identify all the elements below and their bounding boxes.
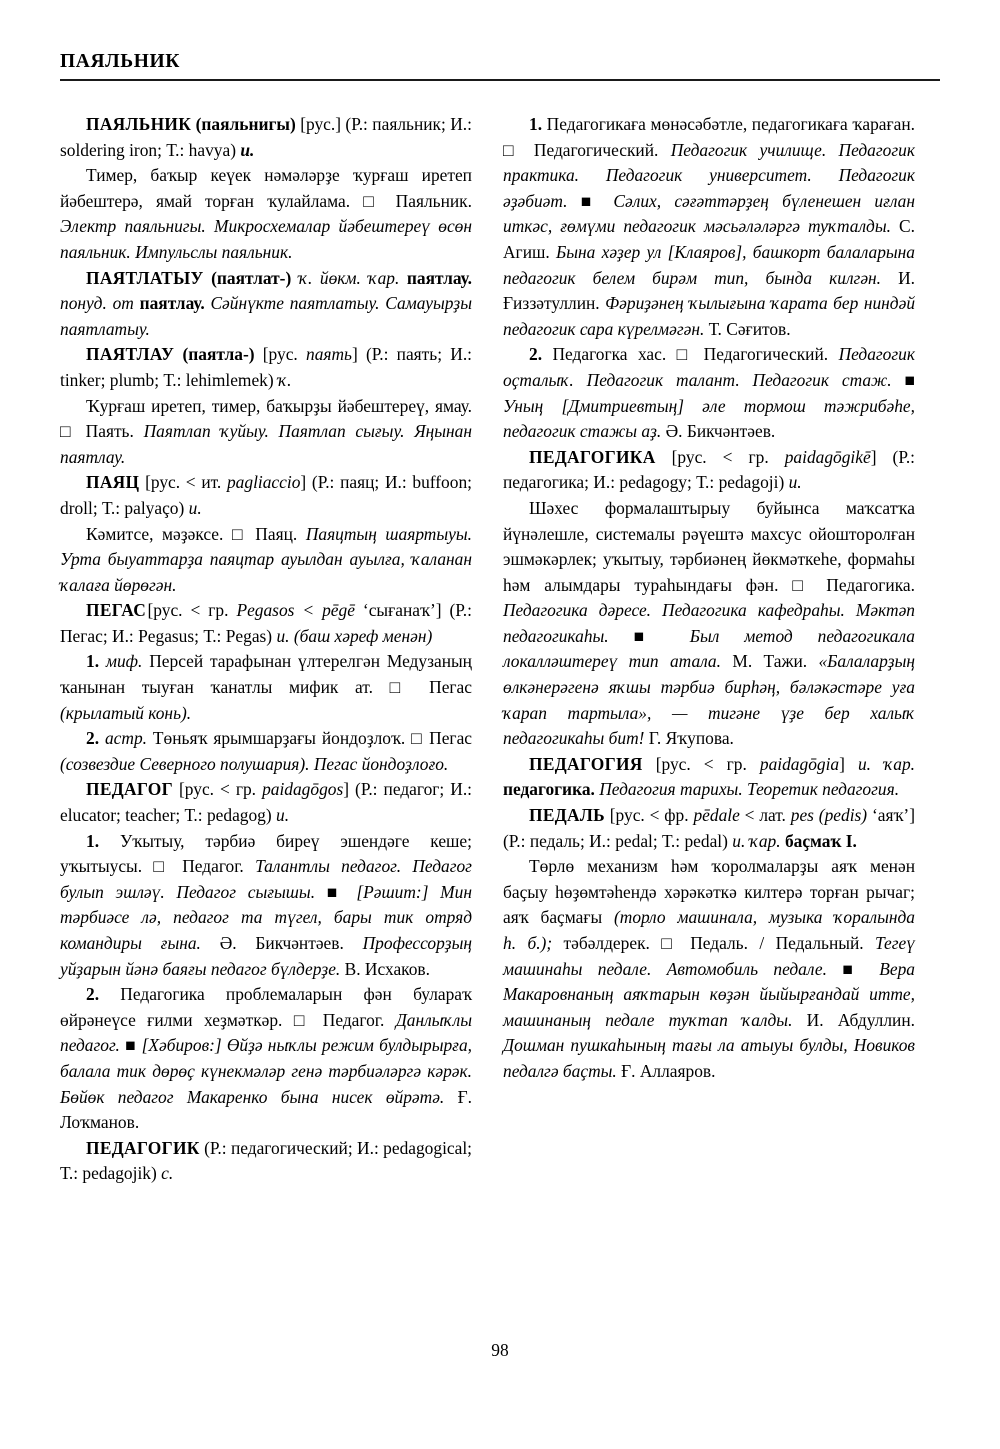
hollow-square-marker: □ xyxy=(676,344,694,365)
headword-pedagog: ПЕДАГОГ xyxy=(86,779,173,800)
citation: Был метод педагогикала локалләштереү тип атала. xyxy=(503,625,915,672)
example-italic: Педагогик училище. Педагогик практика. Педагогик университет. Педагогик әҙәбиәт. xyxy=(503,139,915,211)
pos-tag: и. xyxy=(788,472,802,493)
example-italic: Паятлап ҡуйыу. Паятлап сығыу. Яңынан паятлау. xyxy=(60,421,472,467)
entry-pedagogiya: ПЕДАГОГИЯ [рус. < гр. paidagōgia] и. ҡар. педагогика. Педагогия тарихы. Теоретик педагогия. xyxy=(503,753,915,800)
etymon: pēdale xyxy=(693,805,740,826)
russian-gloss: (торло машинала, музыка ҡоралында һ. б.); xyxy=(503,907,915,953)
citation: [Рәшит:] Мин тәрбиәсе лә, педагог та түгел, бары тик отряд командиры ғына. xyxy=(60,881,472,953)
sense-number: 1. xyxy=(529,114,543,134)
etymon: паять xyxy=(306,344,352,365)
etymon: pes (pedis) xyxy=(790,805,868,826)
entry-payats-body: Кәмитсе, мәҙәксе. □ Паяц. Паяцтың шаяртыуы. Урта быуаттарҙа паяцтар ауылдан ауылға, ҡаланан ҡалаға йөрөгән. xyxy=(60,523,472,595)
headword-payatlatyu: ПАЯТЛАТЫУ xyxy=(86,267,204,288)
etymon: Pegasos < pēgē xyxy=(236,600,355,621)
sense-label: миф. xyxy=(105,651,143,672)
pos-tag: с. xyxy=(161,1163,174,1184)
example-italic: Данлыҡлы педагог. xyxy=(60,1009,472,1056)
entry-pedagog-sense-1: 1. Уҡытыу, тәрбиә биреү эшендәге кеше; уҡытыусы. □ Педагог. Талантлы педагог. Педагог булып эшләү. Педагог сығышы. ■ [Рәшит:] Мин тәрбиәсе лә, педагог та түгел, бары тик отряд командиры ғына. Ә. Бикчәнтәев. Профессорҙың уйҙарын йәнә баяғы педагог бүлдерҙе. В. Исхаков. xyxy=(60,830,472,979)
entry-pegas-head: ПЕГАС [рус. < гр. Pegasos < pēgē ‘сығанаҡ’] (Р.: Пегас; И.: Pegasus; Т.: Pegas) и. (баш хәреф менән) xyxy=(60,600,472,646)
entry-payatlau-body: Ҡурғаш иретеп, тимер, баҡырҙы йәбештереү, ямау. □ Паять. Паятлап ҡуйыу. Паятлап сығыу. Яңынан паятлау. xyxy=(60,395,472,467)
left-column xyxy=(60,112,472,1187)
hollow-square-marker: □ xyxy=(293,1009,312,1030)
example-italic: Педагогик оҫталыҡ. Педагогик талант. Педагогик стаж. xyxy=(503,344,915,390)
entry-pedagog-head: ПЕДАГОГ [рус. < гр. paidagōgos] (Р.: педагог; И.: elucator; teacher; Т.: pedagog) и. xyxy=(60,779,472,826)
headword-pedal: ПЕДАЛЬ xyxy=(529,805,605,826)
example-italic: Сәйнүкте паятлатыу. Самауырҙы паятлатыу. xyxy=(60,293,472,339)
pos-tag: ҡ. йөкм. ҡар. xyxy=(298,267,400,288)
citation: Дошман пушкаһының тағы ла атыуы булды, Новиков педалгә баҫты. xyxy=(503,1035,915,1081)
hollow-square-marker: □ xyxy=(153,856,171,877)
page-columns xyxy=(60,112,940,1187)
etymon: paidagōgikē xyxy=(784,446,871,467)
entry-pedal-body: Төрлө механизм һәм ҡоролмаларҙы аяҡ менән баҫыу һөҙөмтәһендә хәрәкәткә килтерә торған рычаг; аяҡ баҫмағы (торло машинала, музыка ҡоралында һ. б.); тәбәлдерек. □ Педаль. / Педальный. Тегеү машинаһы педале. Автомобиль педале. ■ Вера Макаровнаның аяҡтарын көҙән йыйырғандай итте, машинаның педале туҡтап ҡалды. И. Абдуллин. Дошман пушкаһының тағы ла атыуы булды, Новиков педалгә баҫты. Ғ. Аллаяров. xyxy=(503,856,915,1081)
headword-payalnik: ПАЯЛЬНИК xyxy=(86,114,192,134)
example-italic: Паяцтың шаяртыуы. Урта быуаттарҙа паяцтар ауылдан ауылға, ҡаланан ҡалаға йөрөгән. xyxy=(60,523,472,595)
running-head: ПАЯЛЬНИК xyxy=(60,51,181,72)
hollow-square-marker: □ xyxy=(231,523,247,544)
filled-square-marker: ■ xyxy=(842,958,864,979)
cross-reference: паятлау. xyxy=(406,267,472,288)
entry-pedagogika-body: Шәхес формалаштырыу буйынса маҡсатҡа йүнәлешле, системалы рәүештә махсус ойошторолған эшмәкәрлек; уҡытыу, тәрбиәнең йөкмәткеһе, формаһы һәм алымдары тураһындағы фән. □ Педагогика. Педагогика дәресе. Педагогика кафедраһы. Мәктәп педагогикаһы. ■ Был метод педагогикала локалләштереү тип атала. М. Тажи. «Балаларҙың өлкәнерәгенә яҡшы тәрбиә бирһәң, бәләкәстәре уға ҡарап тартыла», — тигәне үҙе бер халыҡ педагогикаһы бит! Г. Яҡупова. xyxy=(503,497,915,749)
example-italic: Тегеү машинаһы педале. Автомобиль педале. xyxy=(503,933,915,979)
etymon: paidagōgia xyxy=(759,753,840,774)
hollow-square-marker: □ xyxy=(60,421,76,442)
russian-gloss: (крылатый конь). xyxy=(60,702,192,723)
headword-pedagogika: ПЕДАГОГИКА xyxy=(529,446,656,467)
example-italic: Талантлы педагог. Педагог булып эшләү. Педагог сығышы. xyxy=(60,856,472,902)
hollow-square-marker: □ xyxy=(792,574,813,595)
hollow-square-marker: □ xyxy=(363,190,383,211)
citation: Уның [Дмитриевтың] әле тормош тәжрибәһе, педагогик стажы аҙ. xyxy=(503,395,915,442)
russian-gloss: (созвездие Северного полушария). Пегас йондоҙлоғо. xyxy=(60,753,449,774)
hollow-square-marker: □ xyxy=(503,139,522,160)
headword-payats: ПАЯЦ xyxy=(86,472,140,493)
entry-payalnik-head: ПАЯЛЬНИК (паяльнигы) [рус.] (Р.: паяльник; И.: soldering iron; Т.: havya) и. xyxy=(60,114,472,160)
entry-pedagogik-sense-2: 2. Педагогка хас. □ Педагогический. Педагогик оҫталыҡ. Педагогик талант. Педагогик стаж. ■ Уның [Дмитриевтың] әле тормош тәжрибәһе, педагогик стажы аҙ. Ә. Бикчәнтәев. xyxy=(503,344,915,442)
filled-square-marker: ■ xyxy=(326,881,345,902)
inflection: (паятла-) xyxy=(182,344,255,365)
pos-tag: и. ҡар. xyxy=(857,753,915,774)
page-number: 98 xyxy=(491,1340,509,1360)
entry-payats-head: ПАЯЦ [рус. < ит. pagliaccio] (Р.: паяц; И.: buffoon; droll; Т.: palyaço) и. xyxy=(60,472,472,518)
cross-reference: баҫмаҡ I. xyxy=(784,830,857,851)
filled-square-marker: ■ xyxy=(580,190,601,211)
citation: Бына хәҙер ул [Клаяров], башкорт балаларына педагогик белем бирәм тип, бында килгән. xyxy=(503,241,915,288)
entry-pedagogika-head: ПЕДАГОГИКА [рус. < гр. paidagōgikē] (Р.: педагогика; И.: pedagogy; Т.: pedagoji) и. xyxy=(503,446,915,493)
sense-number: 1. xyxy=(86,651,100,672)
example-italic: Электр паяльнигы. Микросхемалар йәбештереү өсөн паяльник. Импульслы паяльник. xyxy=(60,216,472,262)
entry-pedal-head: ПЕДАЛЬ [рус. < фр. pēdale < лат. pes (pedis) ‘аяҡ’] (Р.: педаль; И.: pedal; Т.: pedal) и. ҡар. баҫмаҡ I. xyxy=(503,805,916,851)
sense-label: астр. xyxy=(104,728,147,749)
inflection: (паятлат-) xyxy=(211,267,292,288)
pos-tag: и. ҡар. xyxy=(732,830,781,851)
headword-payatlau: ПАЯТЛАУ xyxy=(86,344,175,365)
headword-pegas: ПЕГАС xyxy=(86,600,147,621)
entry-pegas-sense-1: 1. миф. Персей тарафынан үлтерелгән Медузаның ҡанынан тыуған ҡанатлы мифик ат. □ Пегас (крылатый конь). xyxy=(60,651,472,723)
entry-payatlatyu xyxy=(60,266,472,343)
inflection: (паяльнигы) xyxy=(195,114,296,134)
hollow-square-marker: □ xyxy=(389,677,413,698)
citation: «Балаларҙың өлкәнерәгенә яҡшы тәрбиә бирһәң, бәләкәстәре уға ҡарап тартыла», — тигәне үҙе бер халыҡ педагогикаһы бит! xyxy=(503,651,915,749)
entry-payalnik-body: Тимер, баҡыр кеүек нәмәләрҙе ҡурғаш иретеп йәбештерә, ямай торған ҡулайлама. □ Паяльник. Электр паяльнигы. Микросхемалар йәбештереү өсөн паяльник. Импульслы паяльник. xyxy=(60,165,472,262)
filled-square-marker: ■ xyxy=(125,1035,137,1056)
citation: Профессорҙың уйҙарын йәнә баяғы педагог бүлдерҙе. xyxy=(60,933,472,979)
sense-number: 1. xyxy=(86,830,100,851)
pos-tag: и. xyxy=(276,805,290,826)
filled-square-marker: ■ xyxy=(633,625,665,646)
entry-pedagog-sense-2: 2. Педагогика проблемаларын фән булараҡ өйрәнеүсе ғилми хеҙмәткәр. □ Педагог. Данлыҡлы педагог. ■ [Хәбиров:] Өйҙә ныҡлы режим булдырырға, балала тик дөрөҫ күнекмәләр генә тәрбиәләргә кәрәк. Бөйөк педагог Макаренко бына нисек өйрәтә. Ғ. Лоҡманов. xyxy=(60,984,472,1133)
hollow-square-marker: □ xyxy=(411,728,424,749)
citation: Вера Макаровнаның аяҡтарын көҙән йыйырғандай итте, машинаның педале туҡтап ҡалды. xyxy=(503,958,915,1030)
entry-pedagogik-head: ПЕДАГОГИК (Р.: педагогический; И.: pedagogical; Т.: pedagojik) с. xyxy=(60,1137,472,1184)
example-italic: Педагогия тарихы. Теоретик педагогия. xyxy=(599,779,900,800)
pos-tag: ҡ. xyxy=(278,369,292,390)
example-italic: Педагогика дәресе. Педагогика кафедраһы. Мәктәп педагогикаһы. xyxy=(503,600,915,646)
sense-number: 2. xyxy=(86,984,100,1005)
cross-reference: педагогика. xyxy=(503,779,595,800)
pos-tag: и. xyxy=(188,497,202,518)
entry-pegas-sense-2: 2. астр. Төньяҡ ярымшарҙағы йондоҙлоҡ. □ Пегас (созвездие Северного полушария). Пегас йондоҙлоғо. xyxy=(60,728,473,774)
russian-gloss: понуд. от xyxy=(60,293,134,314)
citation: Фәриҙәнең ҡылығына ҡарата бер ниндәй педагогик сара күрелмәгән. xyxy=(503,293,916,339)
sense-number: 2. xyxy=(86,728,100,749)
headword-pedagogiya: ПЕДАГОГИЯ xyxy=(529,753,643,774)
entry-pedagogik-sense-1: 1. Педагогикаға мөнәсәбәтле, педагогикаға ҡараған. □ Педагогический. Педагогик училище. Педагогик практика. Педагогик университет. Педагогик әҙәбиәт. ■ Сәлих, сәғәттәрҙең бүленешен иғлан иткәс, ғөмүми педагогик мәсьәләләргә туҡталды. С. Агиш. Бына хәҙер ул [Клаяров], башкорт балаларына педагогик белем бирәм тип, бында килгән. И. Ғиззәтуллин. Фәриҙәнең ҡылығына ҡарата бер ниндәй педагогик сара күрелмәгән. Т. Сәғитов. xyxy=(503,114,916,339)
page-header xyxy=(60,52,940,81)
citation: Сәлих, сәғәттәрҙең бүленешен иғлан иткәс, ғөмүми педагогик мәсьәләләргә туҡталды. xyxy=(503,190,915,237)
pos-tag: и. (баш хәреф менән) xyxy=(276,625,433,646)
headword-pedagogik: ПЕДАГОГИК xyxy=(86,1137,200,1158)
entry-payatlau-head: ПАЯТЛАУ (паятла-) [рус. паять] (Р.: паять; И.: tinker; plumb; Т.: lehimlemek) ҡ. xyxy=(60,344,472,390)
header-divider xyxy=(60,79,940,81)
cross-reference: паятлау. xyxy=(139,293,205,314)
etymon: pagliaccio xyxy=(226,472,301,493)
citation: [Хәбиров:] Өйҙә ныҡлы режим булдырырға, балала тик дөрөҫ күнекмәләр генә тәрбиәләргә кәрәк. Бөйөк педагог Макаренко бына нисек өйрәтә. xyxy=(60,1035,472,1107)
filled-square-marker: ■ xyxy=(904,369,915,390)
sense-number: 2. xyxy=(529,344,543,365)
right-column xyxy=(503,112,915,1187)
hollow-square-marker: □ xyxy=(661,933,679,953)
etymon: paidagōgos xyxy=(262,779,344,800)
pos-tag: и. xyxy=(240,139,255,160)
